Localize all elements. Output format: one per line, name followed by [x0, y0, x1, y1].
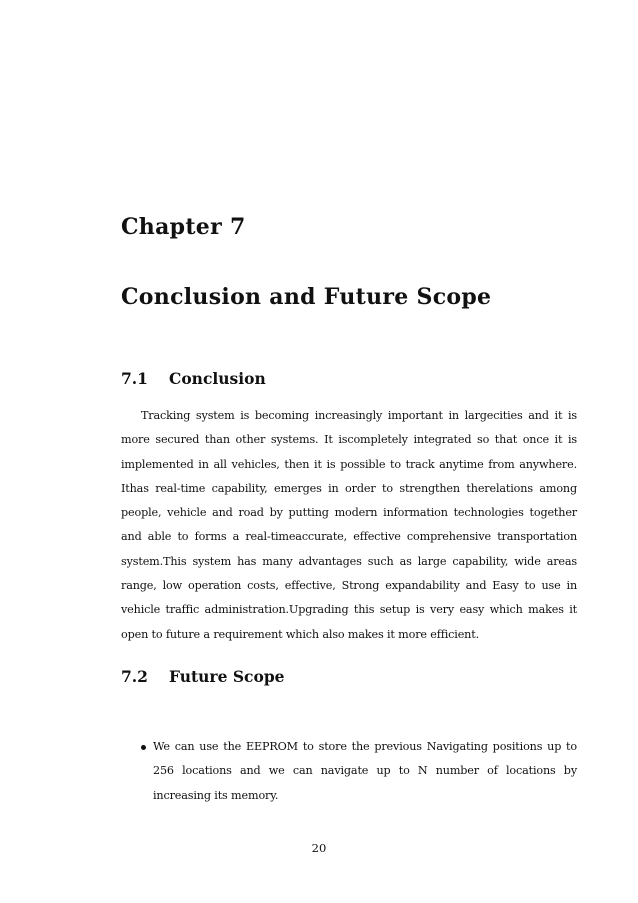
chapter-label: Chapter 7	[121, 214, 246, 240]
list-item-text: We can use the EEPROM to store the previous Navigating positions up to 256 locations and we can navigate up to N number of locations by increasing its memory.	[153, 740, 577, 802]
section-number: 7.2	[121, 667, 148, 686]
future-scope-list	[121, 735, 577, 808]
section-number: 7.1	[121, 369, 148, 388]
section-heading-future-scope	[121, 667, 285, 686]
bullet-icon	[141, 745, 146, 750]
section-title: Conclusion	[169, 369, 266, 388]
section-heading-conclusion	[121, 369, 266, 388]
page-number: 20	[311, 841, 327, 855]
list-item	[121, 735, 577, 808]
chapter-title: Conclusion and Future Scope	[121, 284, 492, 310]
section-title: Future Scope	[169, 667, 285, 686]
conclusion-paragraph: Tracking system is becoming increasingly important in largecities and it is more secured than other systems. It iscompletely integrated so that once it is implemented in all vehicles, then it is possible to track anytime from anywhere. Ithas real-time capability, emerges in order to strengthen therelations among people, vehicle and road by putting modern information technologies together and able to forms a real-timeaccurate, effective comprehensive transportation system.This system has many advantages such as large capability, wide areas range, low operation costs, effective, Strong expandability and Easy to use in vehicle traffic administration.Upgrading this setup is very easy which makes it open to future a requirement which also makes it more efficient.	[121, 409, 577, 641]
